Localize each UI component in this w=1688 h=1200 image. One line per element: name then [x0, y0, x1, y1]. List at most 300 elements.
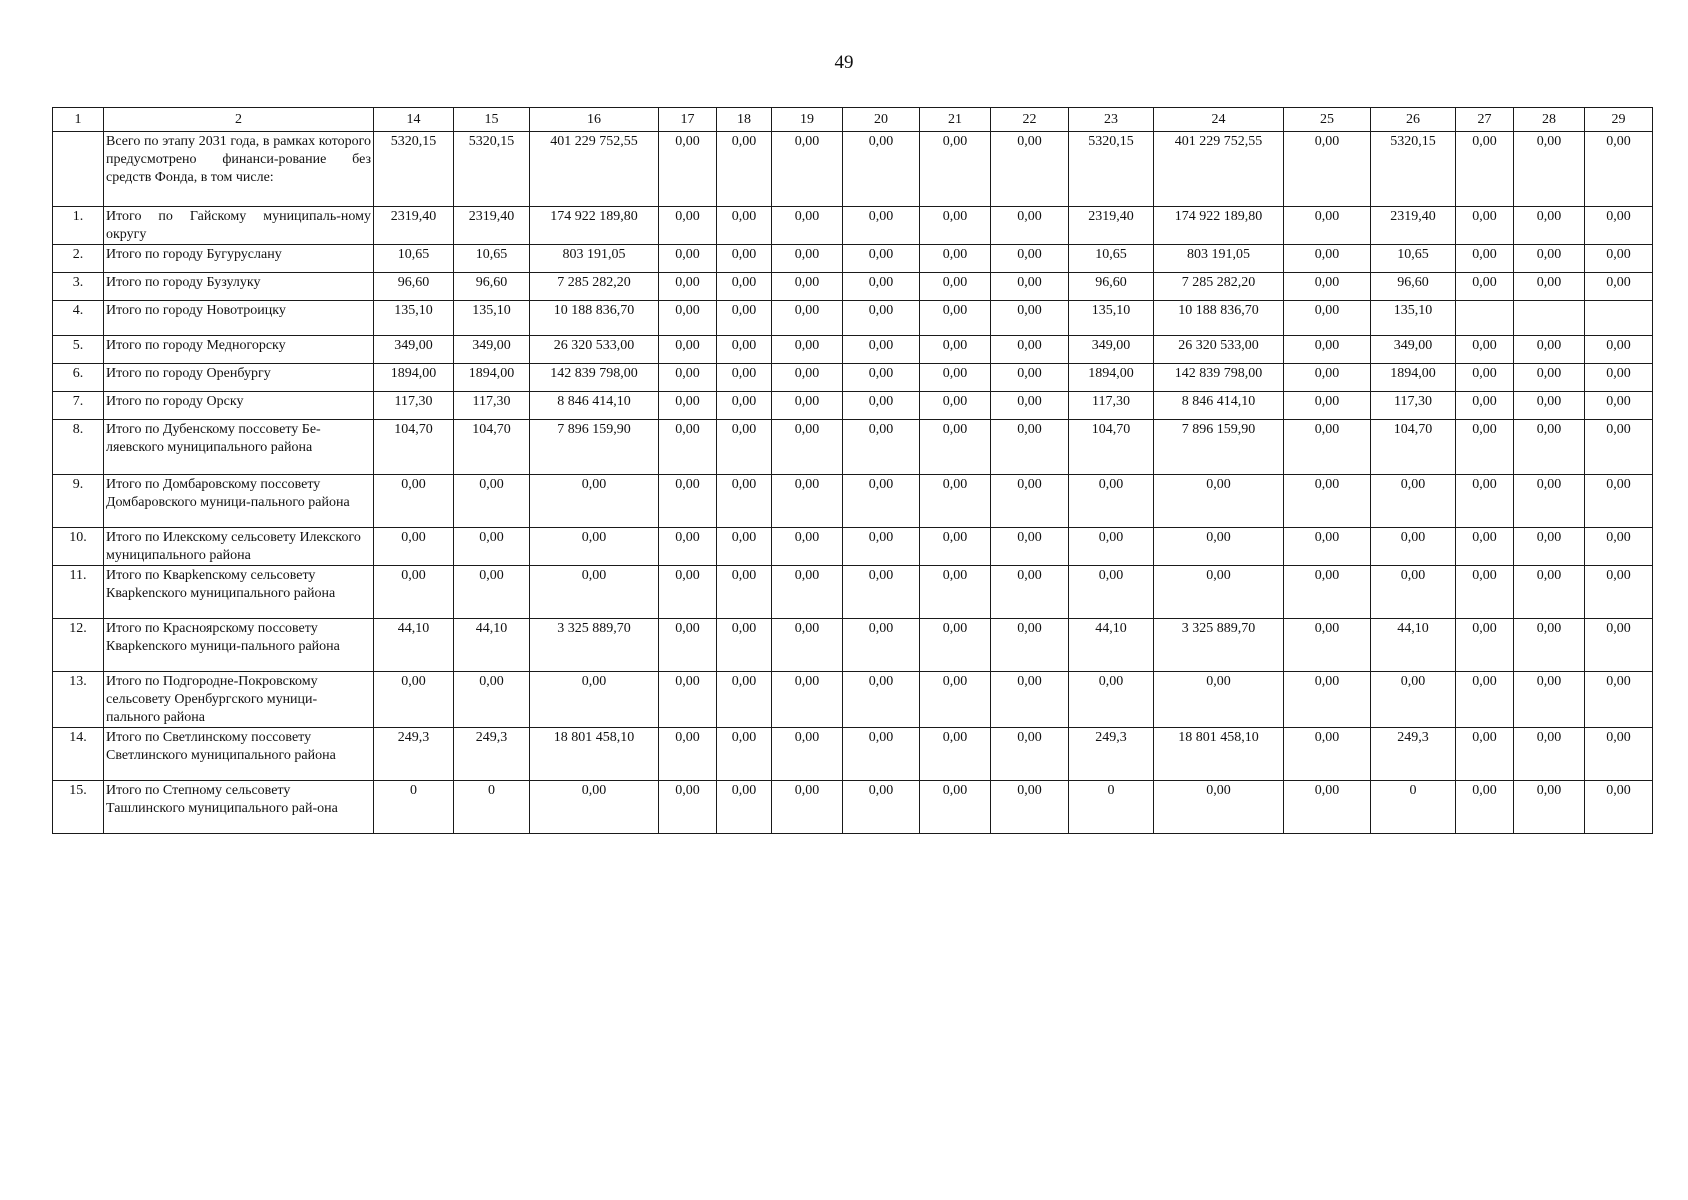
cell-col-14: 349,00 [374, 336, 454, 364]
cell-col-16: 803 191,05 [530, 245, 659, 273]
cell-col-15: 5320,15 [454, 132, 530, 207]
cell-col-29: 0,00 [1585, 672, 1653, 728]
column-header-17: 17 [659, 108, 717, 132]
row-name: Итого по городу Оренбургу [104, 364, 374, 392]
table-row [53, 132, 1653, 207]
cell-col-28: 0,00 [1514, 420, 1585, 475]
cell-col-14: 96,60 [374, 273, 454, 301]
cell-col-17: 0,00 [659, 336, 717, 364]
row-index: 10. [53, 528, 104, 566]
cell-col-17: 0,00 [659, 566, 717, 619]
row-name: Всего по этапу 2031 года, в рамках которого предусмотрено финанси-рование без средств Фонда, в том числе: [104, 132, 374, 207]
cell-col-20: 0,00 [843, 392, 920, 420]
cell-col-29: 0,00 [1585, 273, 1653, 301]
cell-col-28: 0,00 [1514, 245, 1585, 273]
cell-col-19: 0,00 [772, 301, 843, 336]
cell-col-18: 0,00 [717, 273, 772, 301]
cell-col-28: 0,00 [1514, 475, 1585, 528]
cell-col-17: 0,00 [659, 364, 717, 392]
cell-col-29: 0,00 [1585, 364, 1653, 392]
row-name: Итого по Домбаровскому поссовету Домбаровского муници-пального района [104, 475, 374, 528]
cell-col-25: 0,00 [1284, 245, 1371, 273]
row-name: Итого по Степному сельсовету Ташлинского муниципального рай-она [104, 781, 374, 834]
cell-col-23: 5320,15 [1069, 132, 1154, 207]
cell-col-21: 0,00 [920, 566, 991, 619]
row-index: 4. [53, 301, 104, 336]
table-row [53, 273, 1653, 301]
cell-col-28: 0,00 [1514, 781, 1585, 834]
cell-col-19: 0,00 [772, 207, 843, 245]
cell-col-28: 0,00 [1514, 207, 1585, 245]
cell-col-16: 0,00 [530, 528, 659, 566]
cell-col-16: 0,00 [530, 781, 659, 834]
table-row [53, 475, 1653, 528]
cell-col-19: 0,00 [772, 528, 843, 566]
column-header-14: 14 [374, 108, 454, 132]
cell-col-17: 0,00 [659, 207, 717, 245]
cell-col-26: 104,70 [1371, 420, 1456, 475]
cell-col-22: 0,00 [991, 566, 1069, 619]
cell-col-27: 0,00 [1456, 672, 1514, 728]
cell-col-22: 0,00 [991, 672, 1069, 728]
column-header-21: 21 [920, 108, 991, 132]
cell-col-24: 18 801 458,10 [1154, 728, 1284, 781]
column-header-2: 2 [104, 108, 374, 132]
row-name: Итого по Илекскому сельсовету Илекского муниципального района [104, 528, 374, 566]
row-index: 2. [53, 245, 104, 273]
cell-col-29: 0,00 [1585, 528, 1653, 566]
cell-col-16: 26 320 533,00 [530, 336, 659, 364]
cell-col-16: 174 922 189,80 [530, 207, 659, 245]
cell-col-19: 0,00 [772, 566, 843, 619]
cell-col-21: 0,00 [920, 336, 991, 364]
cell-col-22: 0,00 [991, 420, 1069, 475]
cell-col-21: 0,00 [920, 273, 991, 301]
cell-col-21: 0,00 [920, 207, 991, 245]
cell-col-27: 0,00 [1456, 528, 1514, 566]
cell-col-23: 10,65 [1069, 245, 1154, 273]
column-header-19: 19 [772, 108, 843, 132]
cell-col-19: 0,00 [772, 728, 843, 781]
cell-col-27: 0,00 [1456, 728, 1514, 781]
cell-col-25: 0,00 [1284, 728, 1371, 781]
table-body [53, 132, 1653, 834]
cell-col-26: 10,65 [1371, 245, 1456, 273]
cell-col-20: 0,00 [843, 207, 920, 245]
cell-col-17: 0,00 [659, 475, 717, 528]
cell-col-26: 0,00 [1371, 528, 1456, 566]
column-header-16: 16 [530, 108, 659, 132]
cell-col-29: 0,00 [1585, 207, 1653, 245]
cell-col-23: 249,3 [1069, 728, 1154, 781]
cell-col-19: 0,00 [772, 245, 843, 273]
cell-col-24: 142 839 798,00 [1154, 364, 1284, 392]
row-index: 11. [53, 566, 104, 619]
table-row [53, 336, 1653, 364]
cell-col-20: 0,00 [843, 475, 920, 528]
cell-col-17: 0,00 [659, 392, 717, 420]
cell-col-22: 0,00 [991, 245, 1069, 273]
cell-col-29 [1585, 301, 1653, 336]
cell-col-28: 0,00 [1514, 132, 1585, 207]
row-name: Итого по городу Бугуруслану [104, 245, 374, 273]
row-name: Итого по Дубенскому поссовету Бе-ляевского муниципального района [104, 420, 374, 475]
cell-col-26: 0,00 [1371, 672, 1456, 728]
cell-col-23: 135,10 [1069, 301, 1154, 336]
cell-col-18: 0,00 [717, 781, 772, 834]
cell-col-18: 0,00 [717, 132, 772, 207]
cell-col-22: 0,00 [991, 301, 1069, 336]
cell-col-15: 96,60 [454, 273, 530, 301]
cell-col-15: 249,3 [454, 728, 530, 781]
cell-col-18: 0,00 [717, 392, 772, 420]
cell-col-22: 0,00 [991, 392, 1069, 420]
cell-col-27: 0,00 [1456, 336, 1514, 364]
cell-col-27: 0,00 [1456, 420, 1514, 475]
cell-col-21: 0,00 [920, 672, 991, 728]
cell-col-21: 0,00 [920, 364, 991, 392]
cell-col-21: 0,00 [920, 475, 991, 528]
cell-col-27: 0,00 [1456, 207, 1514, 245]
cell-col-18: 0,00 [717, 528, 772, 566]
table-row [53, 207, 1653, 245]
cell-col-29: 0,00 [1585, 420, 1653, 475]
cell-col-24: 10 188 836,70 [1154, 301, 1284, 336]
cell-col-17: 0,00 [659, 672, 717, 728]
cell-col-19: 0,00 [772, 336, 843, 364]
cell-col-18: 0,00 [717, 566, 772, 619]
cell-col-19: 0,00 [772, 619, 843, 672]
cell-col-17: 0,00 [659, 245, 717, 273]
cell-col-22: 0,00 [991, 528, 1069, 566]
table-row [53, 781, 1653, 834]
table-row [53, 528, 1653, 566]
row-index: 13. [53, 672, 104, 728]
cell-col-15: 44,10 [454, 619, 530, 672]
cell-col-25: 0,00 [1284, 528, 1371, 566]
cell-col-18: 0,00 [717, 619, 772, 672]
cell-col-22: 0,00 [991, 207, 1069, 245]
cell-col-23: 1894,00 [1069, 364, 1154, 392]
row-index: 15. [53, 781, 104, 834]
row-name: Итого по Светлинскому поссовету Светлинского муниципального района [104, 728, 374, 781]
cell-col-20: 0,00 [843, 245, 920, 273]
cell-col-19: 0,00 [772, 781, 843, 834]
cell-col-26: 0 [1371, 781, 1456, 834]
row-index: 14. [53, 728, 104, 781]
row-name: Итого по городу Новотроицку [104, 301, 374, 336]
cell-col-23: 0,00 [1069, 566, 1154, 619]
cell-col-24: 26 320 533,00 [1154, 336, 1284, 364]
cell-col-20: 0,00 [843, 781, 920, 834]
cell-col-28: 0,00 [1514, 619, 1585, 672]
cell-col-22: 0,00 [991, 132, 1069, 207]
column-header-1: 1 [53, 108, 104, 132]
cell-col-17: 0,00 [659, 132, 717, 207]
cell-col-25: 0,00 [1284, 207, 1371, 245]
cell-col-24: 0,00 [1154, 672, 1284, 728]
cell-col-15: 0,00 [454, 566, 530, 619]
cell-col-15: 10,65 [454, 245, 530, 273]
cell-col-23: 0,00 [1069, 528, 1154, 566]
cell-col-26: 5320,15 [1371, 132, 1456, 207]
cell-col-14: 117,30 [374, 392, 454, 420]
row-name: Итого по Гайскому муниципаль-ному округу [104, 207, 374, 245]
cell-col-16: 0,00 [530, 672, 659, 728]
cell-col-15: 0,00 [454, 475, 530, 528]
cell-col-14: 2319,40 [374, 207, 454, 245]
cell-col-22: 0,00 [991, 619, 1069, 672]
cell-col-15: 2319,40 [454, 207, 530, 245]
column-header-24: 24 [1154, 108, 1284, 132]
cell-col-24: 3 325 889,70 [1154, 619, 1284, 672]
cell-col-29: 0,00 [1585, 392, 1653, 420]
cell-col-23: 0 [1069, 781, 1154, 834]
row-index: 5. [53, 336, 104, 364]
cell-col-16: 0,00 [530, 475, 659, 528]
cell-col-17: 0,00 [659, 420, 717, 475]
cell-col-23: 117,30 [1069, 392, 1154, 420]
table-header [53, 108, 1653, 132]
cell-col-28: 0,00 [1514, 392, 1585, 420]
cell-col-24: 7 285 282,20 [1154, 273, 1284, 301]
table-row [53, 364, 1653, 392]
cell-col-18: 0,00 [717, 672, 772, 728]
cell-col-26: 0,00 [1371, 566, 1456, 619]
cell-col-21: 0,00 [920, 528, 991, 566]
cell-col-26: 2319,40 [1371, 207, 1456, 245]
cell-col-20: 0,00 [843, 336, 920, 364]
cell-col-26: 0,00 [1371, 475, 1456, 528]
column-header-23: 23 [1069, 108, 1154, 132]
table-row [53, 420, 1653, 475]
cell-col-27: 0,00 [1456, 566, 1514, 619]
cell-col-27 [1456, 301, 1514, 336]
cell-col-14: 1894,00 [374, 364, 454, 392]
cell-col-27: 0,00 [1456, 392, 1514, 420]
cell-col-29: 0,00 [1585, 566, 1653, 619]
cell-col-24: 7 896 159,90 [1154, 420, 1284, 475]
table-row [53, 301, 1653, 336]
cell-col-16: 3 325 889,70 [530, 619, 659, 672]
cell-col-22: 0,00 [991, 781, 1069, 834]
cell-col-25: 0,00 [1284, 619, 1371, 672]
row-name: Итого по Подгородне-Покровскому сельсовету Оренбургского муници-пального района [104, 672, 374, 728]
cell-col-23: 44,10 [1069, 619, 1154, 672]
cell-col-17: 0,00 [659, 728, 717, 781]
cell-col-23: 0,00 [1069, 672, 1154, 728]
row-index [53, 132, 104, 207]
cell-col-21: 0,00 [920, 392, 991, 420]
cell-col-20: 0,00 [843, 301, 920, 336]
cell-col-15: 0,00 [454, 672, 530, 728]
header-row [53, 108, 1653, 132]
cell-col-25: 0,00 [1284, 364, 1371, 392]
cell-col-19: 0,00 [772, 672, 843, 728]
cell-col-24: 803 191,05 [1154, 245, 1284, 273]
cell-col-15: 0 [454, 781, 530, 834]
cell-col-18: 0,00 [717, 420, 772, 475]
cell-col-19: 0,00 [772, 364, 843, 392]
cell-col-25: 0,00 [1284, 672, 1371, 728]
row-index: 6. [53, 364, 104, 392]
cell-col-29: 0,00 [1585, 475, 1653, 528]
row-name: Итого по Кварkenскому сельсовету Кварkenского муниципального района [104, 566, 374, 619]
cell-col-20: 0,00 [843, 273, 920, 301]
cell-col-24: 8 846 414,10 [1154, 392, 1284, 420]
table-row [53, 672, 1653, 728]
cell-col-25: 0,00 [1284, 273, 1371, 301]
column-header-27: 27 [1456, 108, 1514, 132]
cell-col-29: 0,00 [1585, 728, 1653, 781]
cell-col-20: 0,00 [843, 132, 920, 207]
cell-col-22: 0,00 [991, 273, 1069, 301]
cell-col-26: 249,3 [1371, 728, 1456, 781]
cell-col-25: 0,00 [1284, 301, 1371, 336]
cell-col-17: 0,00 [659, 619, 717, 672]
cell-col-26: 349,00 [1371, 336, 1456, 364]
cell-col-29: 0,00 [1585, 619, 1653, 672]
cell-col-22: 0,00 [991, 336, 1069, 364]
column-header-29: 29 [1585, 108, 1653, 132]
cell-col-23: 96,60 [1069, 273, 1154, 301]
cell-col-22: 0,00 [991, 728, 1069, 781]
cell-col-14: 5320,15 [374, 132, 454, 207]
cell-col-20: 0,00 [843, 619, 920, 672]
cell-col-14: 0,00 [374, 528, 454, 566]
cell-col-14: 135,10 [374, 301, 454, 336]
cell-col-19: 0,00 [772, 475, 843, 528]
column-header-22: 22 [991, 108, 1069, 132]
cell-col-20: 0,00 [843, 566, 920, 619]
cell-col-28: 0,00 [1514, 336, 1585, 364]
cell-col-20: 0,00 [843, 728, 920, 781]
cell-col-28: 0,00 [1514, 728, 1585, 781]
cell-col-28: 0,00 [1514, 528, 1585, 566]
cell-col-27: 0,00 [1456, 273, 1514, 301]
cell-col-28 [1514, 301, 1585, 336]
cell-col-20: 0,00 [843, 364, 920, 392]
cell-col-21: 0,00 [920, 301, 991, 336]
table-row [53, 245, 1653, 273]
cell-col-18: 0,00 [717, 364, 772, 392]
cell-col-16: 7 285 282,20 [530, 273, 659, 301]
cell-col-16: 142 839 798,00 [530, 364, 659, 392]
cell-col-28: 0,00 [1514, 364, 1585, 392]
column-header-15: 15 [454, 108, 530, 132]
cell-col-27: 0,00 [1456, 132, 1514, 207]
column-header-25: 25 [1284, 108, 1371, 132]
cell-col-23: 0,00 [1069, 475, 1154, 528]
row-name: Итого по городу Бузулуку [104, 273, 374, 301]
cell-col-28: 0,00 [1514, 273, 1585, 301]
cell-col-14: 0,00 [374, 566, 454, 619]
cell-col-16: 10 188 836,70 [530, 301, 659, 336]
cell-col-14: 0 [374, 781, 454, 834]
cell-col-27: 0,00 [1456, 245, 1514, 273]
cell-col-27: 0,00 [1456, 619, 1514, 672]
cell-col-18: 0,00 [717, 728, 772, 781]
cell-col-24: 0,00 [1154, 566, 1284, 619]
cell-col-21: 0,00 [920, 728, 991, 781]
cell-col-17: 0,00 [659, 273, 717, 301]
cell-col-27: 0,00 [1456, 364, 1514, 392]
column-header-18: 18 [717, 108, 772, 132]
cell-col-25: 0,00 [1284, 781, 1371, 834]
cell-col-18: 0,00 [717, 207, 772, 245]
cell-col-26: 44,10 [1371, 619, 1456, 672]
cell-col-20: 0,00 [843, 420, 920, 475]
cell-col-22: 0,00 [991, 475, 1069, 528]
cell-col-27: 0,00 [1456, 781, 1514, 834]
cell-col-18: 0,00 [717, 245, 772, 273]
table-row [53, 728, 1653, 781]
row-name: Итого по городу Орску [104, 392, 374, 420]
cell-col-16: 8 846 414,10 [530, 392, 659, 420]
cell-col-21: 0,00 [920, 245, 991, 273]
column-header-26: 26 [1371, 108, 1456, 132]
cell-col-14: 10,65 [374, 245, 454, 273]
cell-col-20: 0,00 [843, 528, 920, 566]
cell-col-20: 0,00 [843, 672, 920, 728]
row-index: 8. [53, 420, 104, 475]
cell-col-23: 349,00 [1069, 336, 1154, 364]
row-name: Итого по городу Медногорску [104, 336, 374, 364]
cell-col-24: 174 922 189,80 [1154, 207, 1284, 245]
row-index: 7. [53, 392, 104, 420]
cell-col-29: 0,00 [1585, 132, 1653, 207]
column-header-20: 20 [843, 108, 920, 132]
cell-col-18: 0,00 [717, 301, 772, 336]
cell-col-21: 0,00 [920, 132, 991, 207]
cell-col-29: 0,00 [1585, 336, 1653, 364]
cell-col-25: 0,00 [1284, 420, 1371, 475]
cell-col-17: 0,00 [659, 781, 717, 834]
cell-col-19: 0,00 [772, 132, 843, 207]
row-index: 12. [53, 619, 104, 672]
cell-col-26: 96,60 [1371, 273, 1456, 301]
column-header-28: 28 [1514, 108, 1585, 132]
cell-col-25: 0,00 [1284, 392, 1371, 420]
cell-col-25: 0,00 [1284, 336, 1371, 364]
cell-col-23: 104,70 [1069, 420, 1154, 475]
cell-col-24: 0,00 [1154, 781, 1284, 834]
cell-col-14: 104,70 [374, 420, 454, 475]
cell-col-19: 0,00 [772, 420, 843, 475]
cell-col-27: 0,00 [1456, 475, 1514, 528]
cell-col-15: 117,30 [454, 392, 530, 420]
cell-col-18: 0,00 [717, 336, 772, 364]
table-row [53, 619, 1653, 672]
cell-col-14: 0,00 [374, 475, 454, 528]
cell-col-16: 18 801 458,10 [530, 728, 659, 781]
cell-col-14: 44,10 [374, 619, 454, 672]
cell-col-21: 0,00 [920, 619, 991, 672]
cell-col-25: 0,00 [1284, 132, 1371, 207]
cell-col-16: 0,00 [530, 566, 659, 619]
data-table [52, 107, 1653, 834]
cell-col-28: 0,00 [1514, 672, 1585, 728]
cell-col-26: 1894,00 [1371, 364, 1456, 392]
table-row [53, 566, 1653, 619]
cell-col-25: 0,00 [1284, 475, 1371, 528]
cell-col-19: 0,00 [772, 392, 843, 420]
cell-col-24: 0,00 [1154, 528, 1284, 566]
cell-col-29: 0,00 [1585, 781, 1653, 834]
cell-col-23: 2319,40 [1069, 207, 1154, 245]
row-index: 3. [53, 273, 104, 301]
cell-col-28: 0,00 [1514, 566, 1585, 619]
